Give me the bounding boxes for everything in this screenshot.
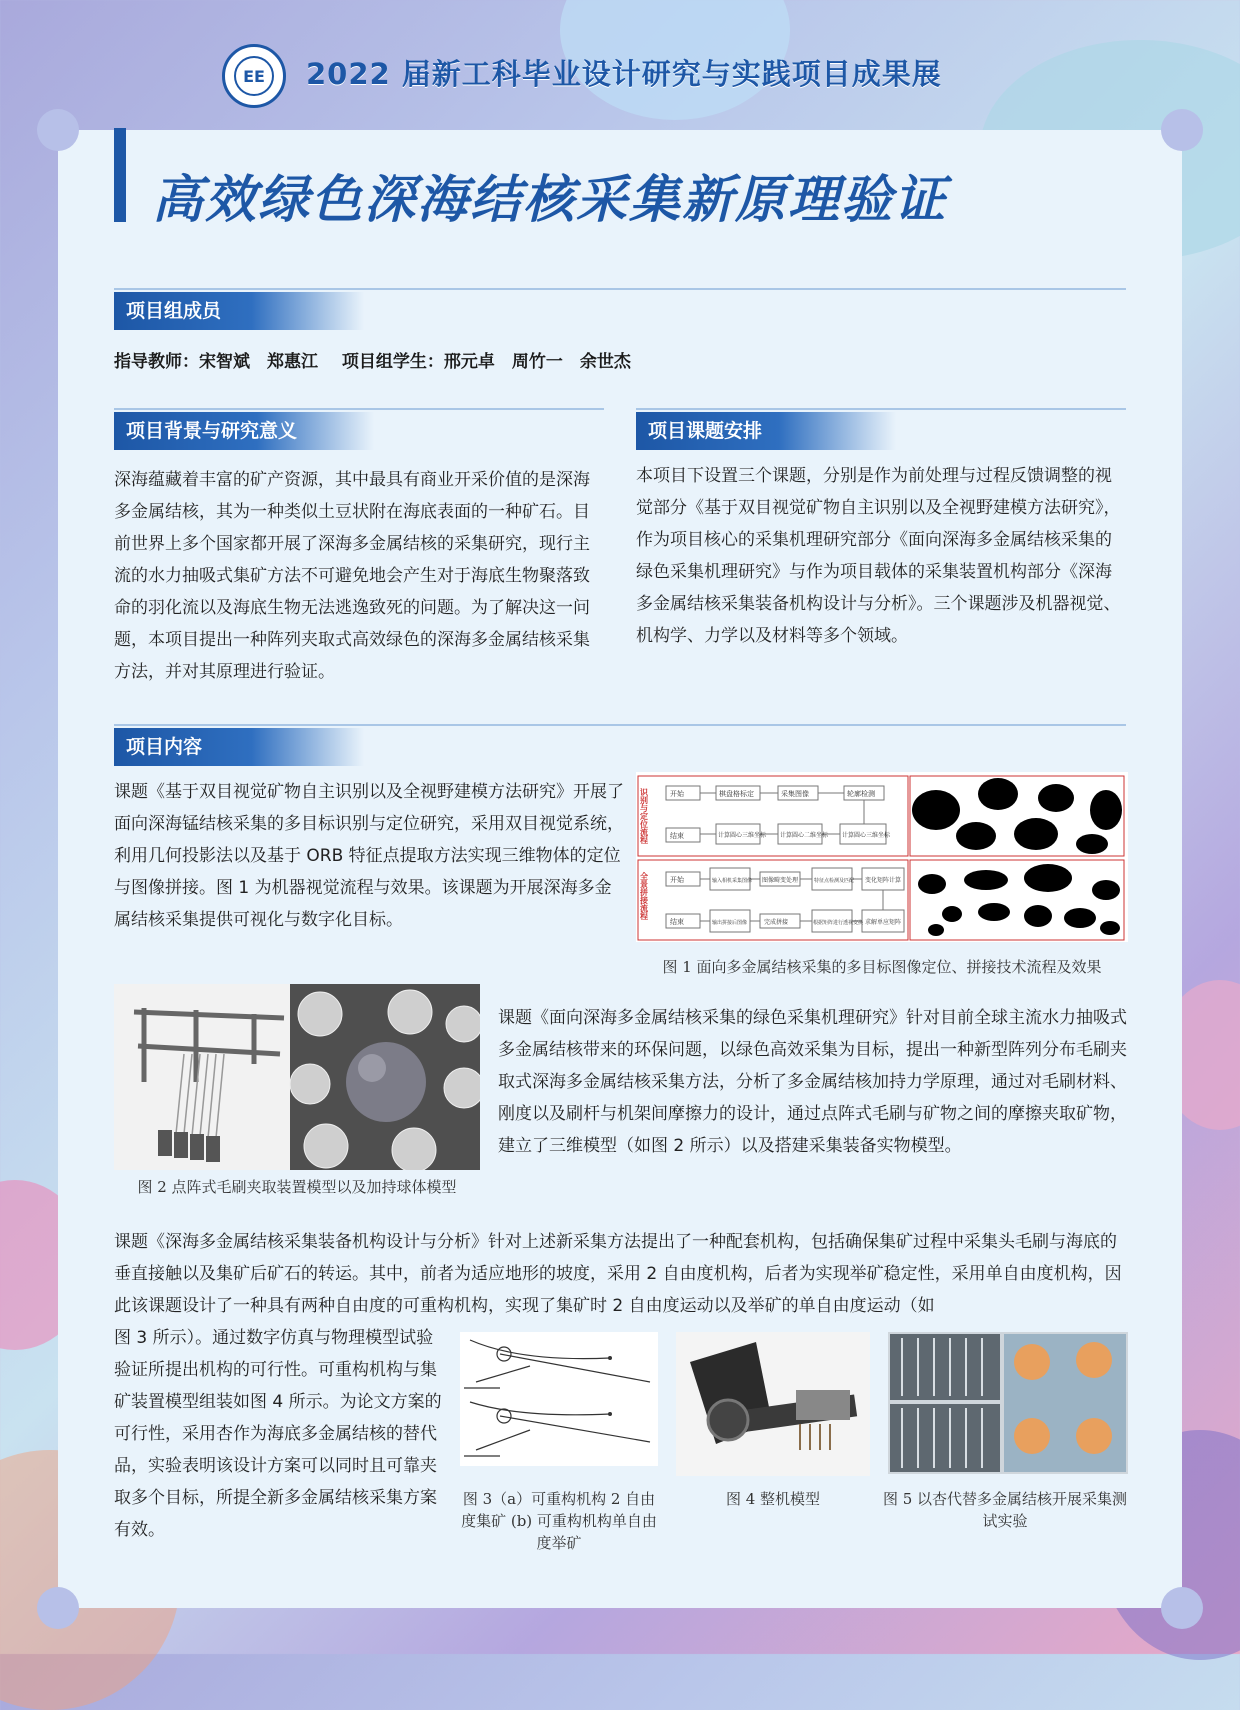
- advisors: 指导教师：宋智斌 郑惠江: [114, 352, 318, 372]
- content-para-device: 课题《深海多金属结核采集装备机构设计与分析》针对上述新采集方法提出了一种配套机构，包括确保集矿过程中采集头毛刷与海底的垂直接触以及集矿后矿石的转运。其中，前者为适应地形的坡度，采用 2 自由度机构，后者为实现举矿稳定性，采用单自由度机构，因此该课题设计了一种具有两种自由度的可重构机构，实现了集矿时 2 自由度运动以及举矿的单自由度运动（如: [114, 1232, 1122, 1316]
- figure-4-machine-photo: [676, 1332, 870, 1476]
- flow-row-label: 识别与定位流程: [639, 788, 649, 844]
- section-heading-background: 项目背景与研究意义: [114, 412, 374, 450]
- flow-step: 棋盘格标定: [719, 790, 754, 798]
- section-heading-content: 项目内容: [114, 728, 364, 766]
- flow-step: 根据矩阵进行透视变换: [813, 920, 864, 926]
- section-heading-members: 项目组成员: [114, 292, 364, 330]
- flow-step: 变化矩阵计算: [865, 877, 902, 884]
- flow-step: 轮廓检测: [847, 790, 875, 798]
- divider: [114, 408, 604, 410]
- figure-5: [888, 1332, 1128, 1474]
- flow-step: 求解单应矩阵: [865, 919, 902, 926]
- figure-3-caption: 图 3（a）可重构机构 2 自由度集矿 (b) 可重构机构单自由度举矿: [461, 1490, 657, 1552]
- figure-1: [636, 772, 1128, 942]
- flow-step: 采集图像: [781, 790, 809, 798]
- figure-2: [114, 984, 480, 1170]
- expo-title: 2022 届新工科毕业设计研究与实践项目成果展: [306, 57, 942, 91]
- section-heading-arrangement: 项目课题安排: [636, 412, 896, 450]
- figure-2-models: [114, 984, 480, 1170]
- flow-row-label: 全景拼接流程: [639, 872, 649, 920]
- sphere-highlight: [358, 1054, 386, 1082]
- flow-step: 图像畸变处理: [762, 877, 799, 884]
- stitching-result-image: [918, 864, 1120, 936]
- flow-step: 输出拼接后图像: [712, 920, 748, 926]
- members-line: [114, 347, 649, 372]
- flow-step: 开始: [670, 876, 684, 884]
- figure-5-experiment-photos: [888, 1332, 1128, 1474]
- brush-array-photo: [890, 1334, 1000, 1472]
- flow-step: 计算圆心三维坐标: [718, 832, 767, 839]
- figure-2-caption: 图 2 点阵式毛刷夹取装置模型以及加持球体模型: [137, 1178, 457, 1196]
- divider: [114, 724, 1126, 726]
- flow-step: 输入相机采集图像: [712, 878, 753, 884]
- figure-3-mechanism-diagram: [460, 1332, 658, 1466]
- machine-wheel: [708, 1400, 748, 1440]
- flow-step: 结束: [670, 918, 684, 926]
- background-text: 深海蕴藏着丰富的矿产资源，其中最具有商业开采价值的是深海多金属结核，其为一种类似土豆状附在海底表面的一种矿石。目前世界上多个国家都开展了深海多金属结核的采集研究，现行主流的水力抽吸式集矿方法不可避免地会产生对于海底生物聚落致命的羽化流以及海底生物无法逃逸致死的问题。为了解决这一问题，本项目提出一种阵列夹取式高效绿色的深海多金属结核采集方法，并对其原理进行验证。: [114, 470, 590, 682]
- flow-step: 完成拼接: [764, 919, 789, 926]
- content-para-experiment: 图 3 所示）。通过数字仿真与物理模型试验验证所提出机构的可行性。可重构机构与集矿装置模型组装如图 4 所示。为论文方案的可行性，采用杏作为海底多金属结核的替代品，实验表明该设计方案可以同时且可靠夹取多个目标，所提全新多金属结核采集方案有效。: [114, 1328, 442, 1540]
- flow-step: 计算圆心三维坐标: [842, 832, 891, 839]
- figure-5-caption: 图 5 以杏代替多金属结核开展采集测试实验: [882, 1490, 1128, 1530]
- card-corner: [37, 109, 79, 151]
- divider: [114, 288, 1126, 290]
- collector-unit: [796, 1390, 850, 1420]
- detection-result-image: [912, 778, 1122, 854]
- card-corner: [1161, 1587, 1203, 1629]
- arrangement-text: 本项目下设置三个课题，分别是作为前处理与过程反馈调整的视觉部分《基于双目视觉矿物自主识别以及全视野建模方法研究》，作为项目核心的采集机理研究部分《面向深海多金属结核采集的绿色采集机理研究》与作为项目载体的采集装置机构部分《深海多金属结核采集装备机构设计与分析》。三个课题涉及机器视觉、机构学、力学以及材料等多个领域。: [636, 466, 1121, 646]
- students: 项目组学生：邢元卓 周竹一 余世杰: [341, 352, 631, 372]
- logo-mark: EE: [234, 56, 274, 96]
- figure-4-caption: 图 4 整机模型: [725, 1490, 821, 1508]
- flow-step: 计算圆心二维坐标: [780, 832, 829, 839]
- divider: [636, 408, 1126, 410]
- content-para-mechanism: 课题《面向深海多金属结核采集的绿色采集机理研究》针对目前全球主流水力抽吸式多金属结核带来的环保问题，以绿色高效采集为目标，提出一种新型阵列分布毛刷夹取式深海多金属结核采集方法，分析了多金属结核加持力学原理，通过对毛刷材料、刚度以及刷杆与机架间摩擦力的设计，通过点阵式毛刷与矿物之间的摩擦夹取矿物，建立了三维模型（如图 2 所示）以及搭建采集装备实物模型。: [498, 1008, 1127, 1156]
- card-corner: [37, 1587, 79, 1629]
- figure-4: [676, 1332, 870, 1476]
- title-accent-bar: [114, 128, 126, 222]
- figure-1-flowchart: [636, 772, 1128, 942]
- flow-step: 特征点检测及匹配: [814, 878, 855, 884]
- nodule-sphere-model: [346, 1042, 426, 1122]
- flow-step: 开始: [670, 790, 684, 798]
- figure-1-caption: 图 1 面向多金属结核采集的多目标图像定位、拼接技术流程及效果: [662, 958, 1102, 976]
- content-para-vision: 课题《基于双目视觉矿物自主识别以及全视野建模方法研究》开展了面向深海锰结核采集的多目标识别与定位研究，采用双目视觉系统，利用几何投影法以及基于 ORB 特征点提取方法实现三维物体的定位与图像拼接。图 1 为机器视觉流程与效果。该课题为开展深海多金属结核采集提供可视化与数字化目标。: [114, 782, 624, 930]
- flow-step: 结束: [670, 832, 684, 840]
- page-title: 高效绿色深海结核采集新原理验证: [152, 171, 948, 230]
- expo-logo: [222, 44, 286, 108]
- figure-3: [460, 1332, 658, 1466]
- card-corner: [1161, 109, 1203, 151]
